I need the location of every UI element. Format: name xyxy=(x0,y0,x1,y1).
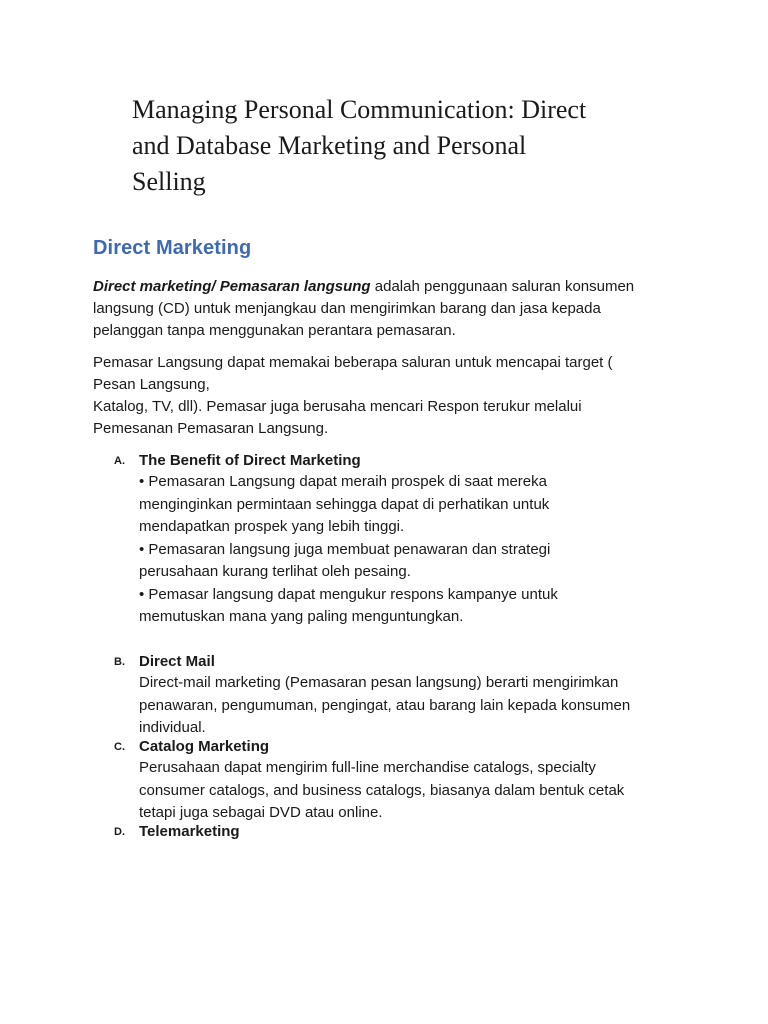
body-line: Direct-mail marketing (Pemasaran pesan langsung) berarti mengirimkan xyxy=(139,674,619,691)
section-heading-direct-marketing: Direct Marketing xyxy=(93,237,252,259)
list-marker: D. xyxy=(114,826,125,838)
list-item-title: Telemarketing xyxy=(139,823,240,840)
list-item-title: Catalog Marketing xyxy=(139,738,270,755)
document-title xyxy=(132,92,672,200)
body-line: perusahaan kurang terlihat oleh pesaing. xyxy=(139,563,411,580)
list-marker: A. xyxy=(114,455,125,467)
body-line: • Pemasaran langsung juga membuat penawaran dan strategi xyxy=(139,540,551,558)
paragraph-definition xyxy=(93,276,693,342)
list-item-title: The Benefit of Direct Marketing xyxy=(139,452,361,469)
body-line: tetapi juga sebagai DVD atau online. xyxy=(139,804,383,821)
paragraph-line: Pesan Langsung, xyxy=(93,376,210,393)
definition-term: Direct marketing/ Pemasaran langsung xyxy=(93,278,371,295)
body-line: menginginkan permintaan sehingga dapat di perhatikan untuk xyxy=(139,495,550,513)
list-item-body xyxy=(139,757,624,825)
list-item-title: Direct Mail xyxy=(139,653,215,670)
list-marker: B. xyxy=(114,656,125,668)
body-line: mendapatkan prospek yang lebih tinggi. xyxy=(139,518,405,535)
paragraph-channels xyxy=(93,352,693,440)
body-line: Perusahaan dapat mengirim full-line merchandise catalogs, specialty xyxy=(139,759,596,776)
paragraph-line: pelanggan tanpa menggunakan perantara pemasaran. xyxy=(93,322,456,339)
paragraph-line xyxy=(93,276,693,298)
body-line: consumer catalogs, and business catalogs, biasanya dalam bentuk cetak xyxy=(139,781,625,799)
list-item-body xyxy=(139,471,558,629)
definition-text: adalah penggunaan saluran konsumen xyxy=(370,278,635,295)
body-line: memutuskan mana yang paling menguntungkan. xyxy=(139,608,464,625)
title-line: Selling xyxy=(132,167,206,196)
paragraph-line: Pemasar Langsung dapat memakai beberapa saluran untuk mencapai target ( xyxy=(93,354,613,371)
body-line: individual. xyxy=(139,719,206,736)
paragraph-line: langsung (CD) untuk menjangkau dan mengirimkan barang dan jasa kepada xyxy=(93,300,601,317)
paragraph-line: Pemesanan Pemasaran Langsung. xyxy=(93,420,329,437)
body-line: penawaran, pengumuman, pengingat, atau barang lain kepada konsumen xyxy=(139,696,631,714)
body-line: • Pemasar langsung dapat mengukur respons kampanye untuk xyxy=(139,585,558,603)
title-line: Managing Personal Communication: Direct xyxy=(132,95,587,124)
paragraph-line: Katalog, TV, dll). Pemasar juga berusaha mencari Respon terukur melalui xyxy=(93,398,582,415)
body-line: • Pemasaran Langsung dapat meraih prospek di saat mereka xyxy=(139,473,547,490)
title-line: and Database Marketing and Personal xyxy=(132,131,527,160)
list-item-body xyxy=(139,672,630,740)
list-marker: C. xyxy=(114,741,125,753)
